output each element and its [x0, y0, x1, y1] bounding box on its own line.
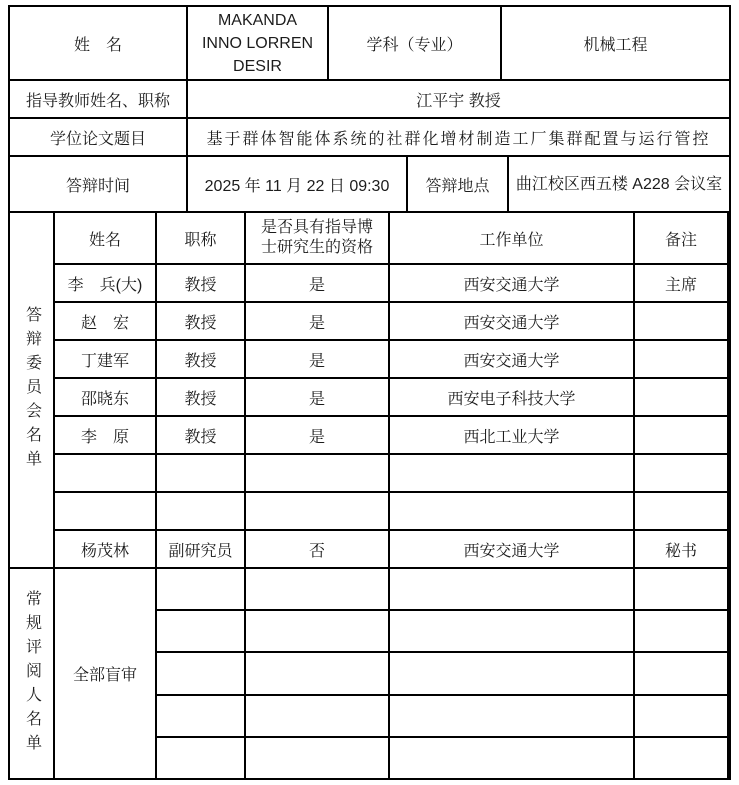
reviewer-title [157, 738, 246, 778]
row-defense-time-place [10, 157, 729, 213]
col-header-note: 备注 [635, 213, 729, 263]
member-title: 教授 [157, 417, 246, 453]
member-name [55, 493, 157, 529]
student-name-value [188, 7, 329, 79]
reviewer-org [390, 653, 635, 693]
member-org [390, 455, 635, 491]
reviewer-qualified [246, 738, 390, 778]
member-title: 教授 [157, 303, 246, 339]
reviewer-note [635, 696, 729, 736]
reviewer-row-empty [157, 738, 729, 778]
advisor-label: 指导教师姓名、职称 [10, 81, 188, 117]
member-qualified [246, 455, 390, 491]
reviewer-note [635, 569, 729, 609]
reviewer-qualified [246, 611, 390, 651]
member-org: 西安电子科技大学 [390, 379, 635, 415]
member-name: 丁建军 [55, 341, 157, 377]
thesis-title-value: 基于群体智能体系统的社群化增材制造工厂集群配置与运行管控 [206, 130, 711, 148]
defense-place-value: 曲江校区西五楼 A228 会议室 [515, 175, 723, 193]
reviewer-title [157, 611, 246, 651]
reviewers-section [10, 569, 729, 778]
member-note [635, 455, 729, 491]
committee-row [55, 341, 729, 379]
member-title: 教授 [157, 379, 246, 415]
reviewer-note [635, 653, 729, 693]
reviewer-org [390, 696, 635, 736]
reviewer-title [157, 696, 246, 736]
committee-row-secretary [55, 531, 729, 567]
member-qualified: 是 [246, 303, 390, 339]
reviewer-note [635, 611, 729, 651]
member-title: 教授 [157, 265, 246, 301]
review-mode-cell [55, 569, 157, 778]
member-qualified: 否 [246, 531, 390, 567]
defense-place-label: 答辩地点 [408, 157, 509, 211]
reviewer-org [390, 738, 635, 778]
col-header-qualified-text: 是否具有指导博士研究生的资格 [260, 219, 373, 256]
defense-time-label: 答辩时间 [10, 157, 188, 211]
committee-section-label: 答辩委员会名单 [23, 306, 41, 474]
member-note: 秘书 [635, 531, 729, 567]
member-org [390, 493, 635, 529]
reviewers-section-label-cell [10, 569, 55, 778]
committee-row-empty [55, 455, 729, 493]
member-title: 副研究员 [157, 531, 246, 567]
committee-row [55, 265, 729, 303]
col-header-org: 工作单位 [390, 213, 635, 263]
member-qualified: 是 [246, 341, 390, 377]
member-note [635, 303, 729, 339]
member-org: 西安交通大学 [390, 265, 635, 301]
member-note [635, 341, 729, 377]
committee-table [55, 213, 729, 567]
committee-section-label-cell [10, 213, 55, 567]
reviewer-row-empty [157, 696, 729, 738]
member-note: 主席 [635, 265, 729, 301]
reviewer-qualified [246, 696, 390, 736]
major-value: 机械工程 [583, 36, 648, 54]
reviewer-org [390, 611, 635, 651]
member-name: 李 兵(大) [55, 265, 157, 301]
committee-row [55, 379, 729, 417]
student-name-label: 姓 名 [10, 7, 188, 79]
reviewer-qualified [246, 653, 390, 693]
col-header-name: 姓名 [55, 213, 157, 263]
row-thesis-title [10, 119, 729, 157]
member-note [635, 417, 729, 453]
member-title [157, 493, 246, 529]
member-qualified [246, 493, 390, 529]
member-name: 赵 宏 [55, 303, 157, 339]
committee-header-row [55, 213, 729, 265]
reviewer-row-empty [157, 653, 729, 695]
member-note [635, 493, 729, 529]
committee-row-empty [55, 493, 729, 531]
advisor-value: 江平宇 教授 [416, 92, 501, 110]
member-name: 邵晓东 [55, 379, 157, 415]
reviewer-note [635, 738, 729, 778]
major-label: 学科（专业） [329, 7, 502, 79]
reviewer-title [157, 653, 246, 693]
committee-row [55, 417, 729, 455]
reviewers-section-label: 常规评阅人名单 [23, 589, 41, 758]
reviewer-org [390, 569, 635, 609]
member-name: 杨茂林 [55, 531, 157, 567]
member-org: 西安交通大学 [390, 303, 635, 339]
reviewer-row-empty [157, 569, 729, 611]
defense-info-table [8, 5, 731, 780]
reviewer-title [157, 569, 246, 609]
reviewers-table [157, 569, 729, 778]
member-title [157, 455, 246, 491]
member-name: 李 原 [55, 417, 157, 453]
committee-section [10, 213, 729, 569]
member-qualified: 是 [246, 265, 390, 301]
member-name [55, 455, 157, 491]
review-mode-value: 全部盲审 [72, 667, 137, 684]
member-org: 西北工业大学 [390, 417, 635, 453]
col-header-qualified [246, 213, 390, 263]
student-name-line3: DESIR [233, 57, 282, 75]
defense-time-value: 2025 年 11 月 22 日 09:30 [188, 157, 408, 211]
member-qualified: 是 [246, 417, 390, 453]
reviewer-qualified [246, 569, 390, 609]
committee-row [55, 303, 729, 341]
member-org: 西安交通大学 [390, 531, 635, 567]
member-note [635, 379, 729, 415]
col-header-title: 职称 [157, 213, 246, 263]
reviewer-row-empty [157, 611, 729, 653]
row-student-name [10, 7, 729, 81]
member-org: 西安交通大学 [390, 341, 635, 377]
row-advisor [10, 81, 729, 119]
student-name-line1: MAKANDA [217, 11, 298, 29]
student-name-line2: INNO LORREN [201, 34, 314, 52]
member-qualified: 是 [246, 379, 390, 415]
thesis-title-label: 学位论文题目 [10, 119, 188, 155]
member-title: 教授 [157, 341, 246, 377]
